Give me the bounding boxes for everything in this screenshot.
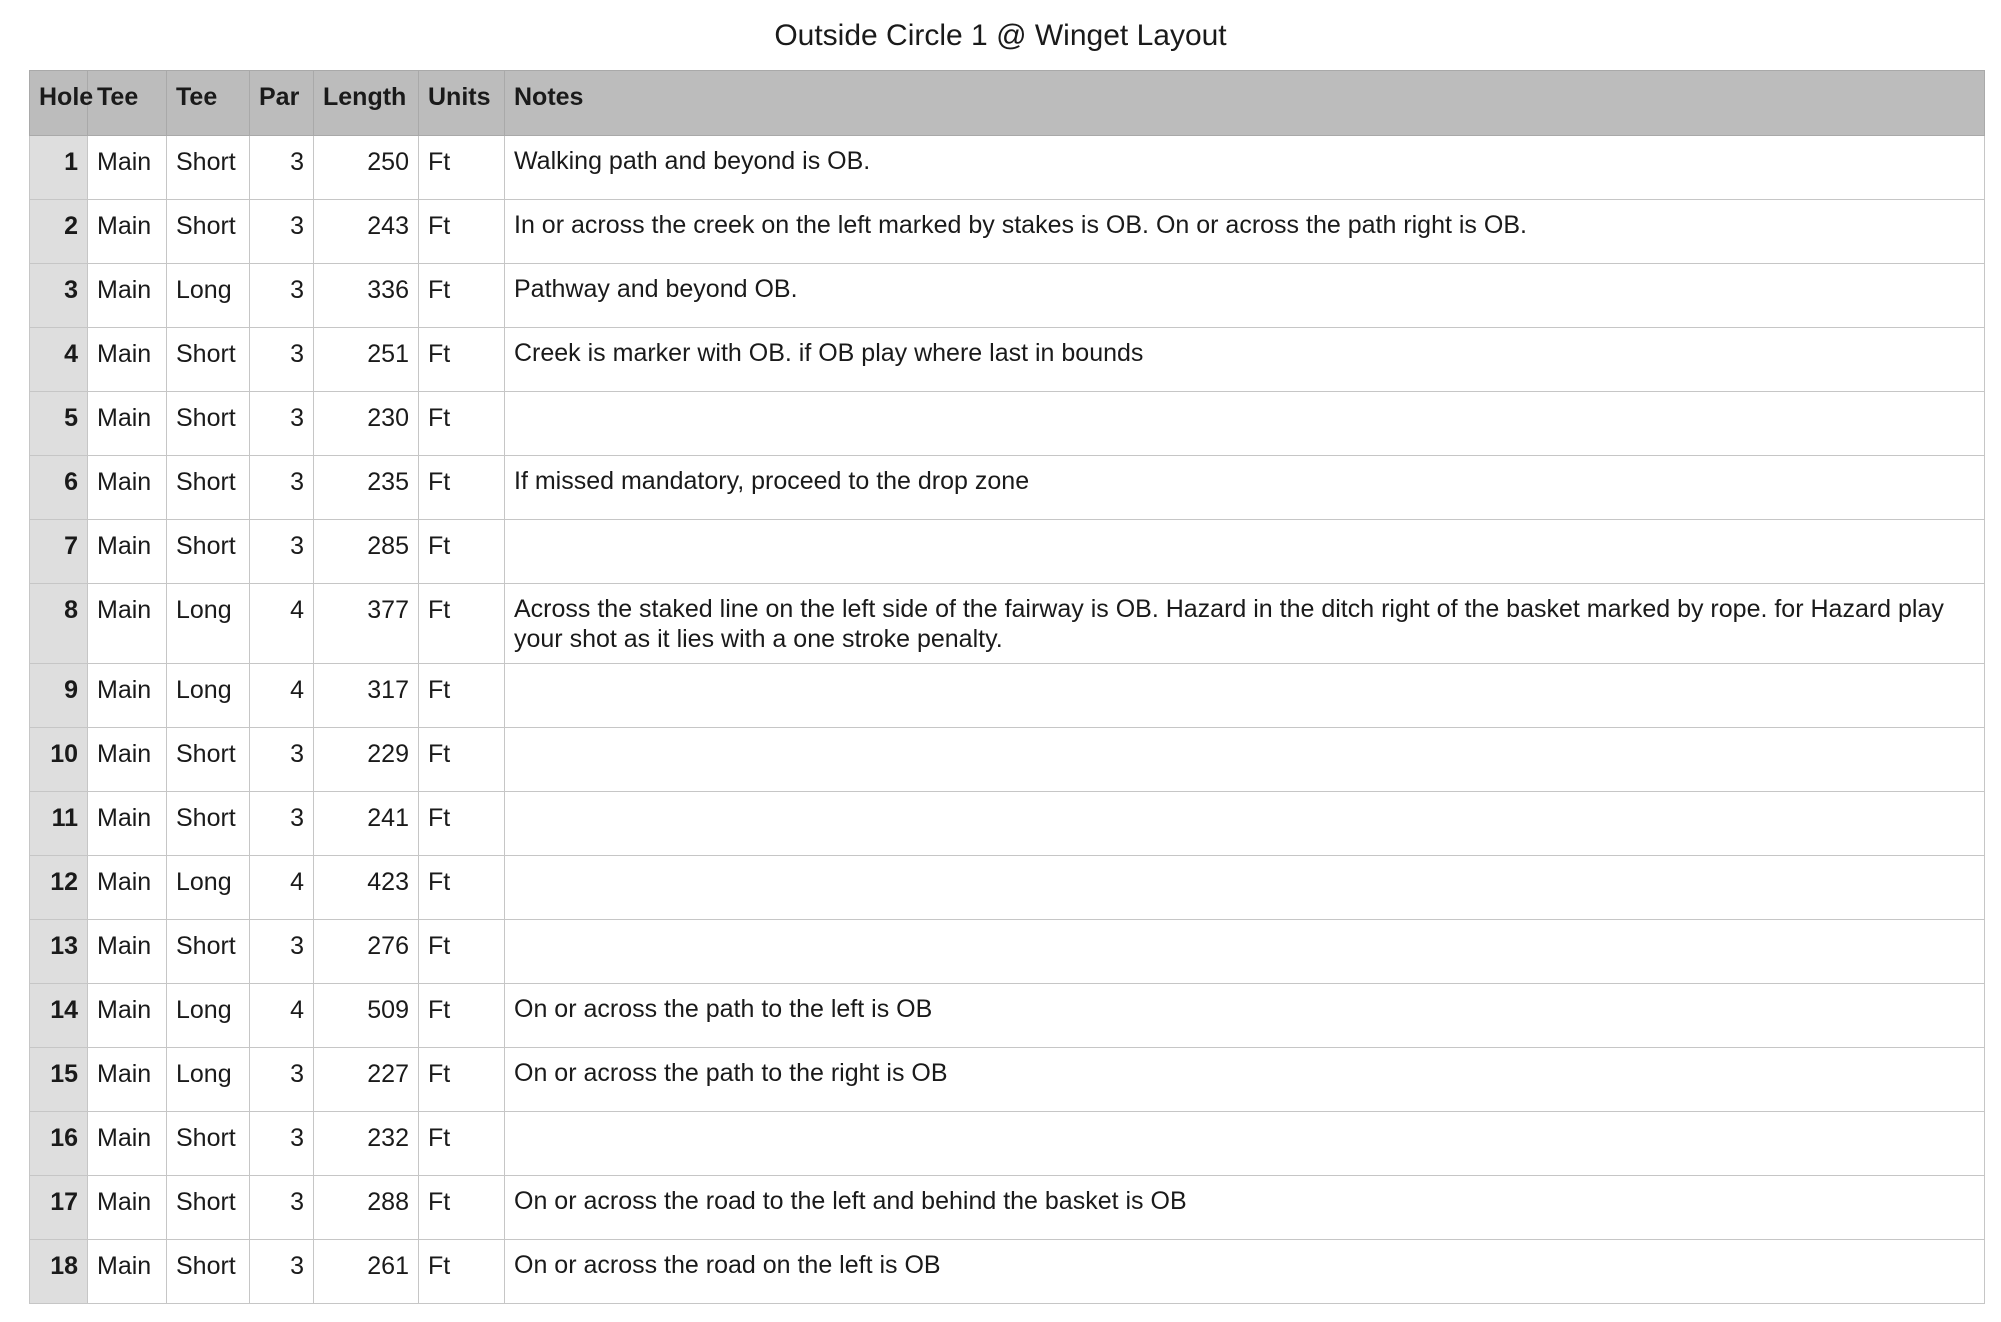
length-cell[interactable]: 261 bbox=[314, 1240, 419, 1304]
par-cell[interactable]: 3 bbox=[250, 456, 314, 520]
header-par[interactable]: Par bbox=[250, 71, 314, 136]
tee-main-cell[interactable]: Main bbox=[88, 520, 167, 584]
length-cell[interactable]: 251 bbox=[314, 328, 419, 392]
tee-main-cell[interactable]: Main bbox=[88, 328, 167, 392]
length-cell[interactable]: 288 bbox=[314, 1176, 419, 1240]
units-cell[interactable]: Ft bbox=[419, 664, 505, 728]
par-cell[interactable]: 3 bbox=[250, 1240, 314, 1304]
table-row bbox=[30, 984, 1985, 1048]
length-cell[interactable]: 243 bbox=[314, 200, 419, 264]
par-cell[interactable]: 3 bbox=[250, 1176, 314, 1240]
units-cell[interactable]: Ft bbox=[419, 328, 505, 392]
hole-cell[interactable]: 3 bbox=[30, 264, 88, 328]
table-row bbox=[30, 520, 1985, 584]
table-row bbox=[30, 1176, 1985, 1240]
notes-cell[interactable] bbox=[505, 728, 1985, 792]
table-row bbox=[30, 664, 1985, 728]
tee-length-cell[interactable]: Short bbox=[167, 328, 250, 392]
units-cell[interactable]: Ft bbox=[419, 920, 505, 984]
hole-cell[interactable]: 11 bbox=[30, 792, 88, 856]
tee-main-cell[interactable]: Main bbox=[88, 136, 167, 200]
hole-cell[interactable]: 4 bbox=[30, 328, 88, 392]
par-cell[interactable]: 3 bbox=[250, 520, 314, 584]
par-cell[interactable]: 3 bbox=[250, 200, 314, 264]
hole-cell[interactable]: 17 bbox=[30, 1176, 88, 1240]
notes-cell[interactable]: On or across the road to the left and behind the basket is OB bbox=[505, 1176, 1985, 1240]
units-cell[interactable]: Ft bbox=[419, 792, 505, 856]
units-cell[interactable]: Ft bbox=[419, 728, 505, 792]
units-cell[interactable]: Ft bbox=[419, 1176, 505, 1240]
table-row bbox=[30, 1240, 1985, 1304]
header-tee-2[interactable]: Tee bbox=[167, 71, 250, 136]
tee-length-cell[interactable]: Short bbox=[167, 920, 250, 984]
notes-cell[interactable]: If missed mandatory, proceed to the drop zone bbox=[505, 456, 1985, 520]
par-cell[interactable]: 4 bbox=[250, 664, 314, 728]
table-body bbox=[30, 136, 1985, 1304]
notes-cell[interactable]: Creek is marker with OB. if OB play where last in bounds bbox=[505, 328, 1985, 392]
table-row bbox=[30, 392, 1985, 456]
tee-main-cell[interactable]: Main bbox=[88, 664, 167, 728]
hole-cell[interactable]: 14 bbox=[30, 984, 88, 1048]
par-cell[interactable]: 3 bbox=[250, 264, 314, 328]
tee-length-cell[interactable]: Short bbox=[167, 200, 250, 264]
notes-cell[interactable]: On or across the path to the right is OB bbox=[505, 1048, 1985, 1112]
units-cell[interactable]: Ft bbox=[419, 392, 505, 456]
table-row bbox=[30, 456, 1985, 520]
course-table bbox=[29, 70, 1985, 1304]
tee-length-cell[interactable]: Short bbox=[167, 392, 250, 456]
tee-main-cell[interactable]: Main bbox=[88, 392, 167, 456]
hole-cell[interactable]: 8 bbox=[30, 584, 88, 664]
units-cell[interactable]: Ft bbox=[419, 136, 505, 200]
length-cell[interactable]: 250 bbox=[314, 136, 419, 200]
length-cell[interactable]: 241 bbox=[314, 792, 419, 856]
par-cell[interactable]: 4 bbox=[250, 584, 314, 664]
tee-length-cell[interactable]: Short bbox=[167, 1240, 250, 1304]
header-length[interactable]: Length bbox=[314, 71, 419, 136]
tee-length-cell[interactable]: Short bbox=[167, 456, 250, 520]
tee-length-cell[interactable]: Long bbox=[167, 1048, 250, 1112]
tee-main-cell[interactable]: Main bbox=[88, 1176, 167, 1240]
units-cell[interactable]: Ft bbox=[419, 1112, 505, 1176]
units-cell[interactable]: Ft bbox=[419, 856, 505, 920]
hole-cell[interactable]: 1 bbox=[30, 136, 88, 200]
tee-length-cell[interactable]: Long bbox=[167, 664, 250, 728]
notes-cell[interactable]: In or across the creek on the left marked by stakes is OB. On or across the path right is OB. bbox=[505, 200, 1985, 264]
notes-cell[interactable] bbox=[505, 920, 1985, 984]
notes-cell[interactable]: On or across the path to the left is OB bbox=[505, 984, 1985, 1048]
hole-cell[interactable]: 13 bbox=[30, 920, 88, 984]
table-row bbox=[30, 136, 1985, 200]
tee-main-cell[interactable]: Main bbox=[88, 1112, 167, 1176]
length-cell[interactable]: 423 bbox=[314, 856, 419, 920]
units-cell[interactable]: Ft bbox=[419, 456, 505, 520]
hole-cell[interactable]: 18 bbox=[30, 1240, 88, 1304]
units-cell[interactable]: Ft bbox=[419, 1048, 505, 1112]
notes-cell[interactable] bbox=[505, 856, 1985, 920]
hole-cell[interactable]: 12 bbox=[30, 856, 88, 920]
length-cell[interactable]: 230 bbox=[314, 392, 419, 456]
length-cell[interactable]: 235 bbox=[314, 456, 419, 520]
par-cell[interactable]: 3 bbox=[250, 328, 314, 392]
notes-cell[interactable] bbox=[505, 792, 1985, 856]
units-cell[interactable]: Ft bbox=[419, 584, 505, 664]
tee-length-cell[interactable]: Long bbox=[167, 584, 250, 664]
tee-main-cell[interactable]: Main bbox=[88, 856, 167, 920]
hole-cell[interactable]: 9 bbox=[30, 664, 88, 728]
par-cell[interactable]: 3 bbox=[250, 1048, 314, 1112]
length-cell[interactable]: 276 bbox=[314, 920, 419, 984]
length-cell[interactable]: 336 bbox=[314, 264, 419, 328]
table-row bbox=[30, 264, 1985, 328]
length-cell[interactable]: 227 bbox=[314, 1048, 419, 1112]
tee-main-cell[interactable]: Main bbox=[88, 920, 167, 984]
par-cell[interactable]: 4 bbox=[250, 856, 314, 920]
length-cell[interactable]: 317 bbox=[314, 664, 419, 728]
notes-cell[interactable]: Walking path and beyond is OB. bbox=[505, 136, 1985, 200]
units-cell[interactable]: Ft bbox=[419, 200, 505, 264]
notes-cell[interactable]: On or across the road on the left is OB bbox=[505, 1240, 1985, 1304]
par-cell[interactable]: 3 bbox=[250, 392, 314, 456]
tee-length-cell[interactable]: Short bbox=[167, 1112, 250, 1176]
tee-main-cell[interactable]: Main bbox=[88, 984, 167, 1048]
header-hole[interactable]: Hole bbox=[30, 71, 88, 136]
notes-cell[interactable]: Pathway and beyond OB. bbox=[505, 264, 1985, 328]
tee-length-cell[interactable]: Short bbox=[167, 520, 250, 584]
tee-length-cell[interactable]: Short bbox=[167, 136, 250, 200]
course-table-container bbox=[29, 70, 1985, 1304]
table-row bbox=[30, 792, 1985, 856]
header-units[interactable]: Units bbox=[419, 71, 505, 136]
hole-cell[interactable]: 2 bbox=[30, 200, 88, 264]
tee-length-cell[interactable]: Long bbox=[167, 856, 250, 920]
tee-main-cell[interactable]: Main bbox=[88, 1240, 167, 1304]
units-cell[interactable]: Ft bbox=[419, 264, 505, 328]
par-cell[interactable]: 3 bbox=[250, 728, 314, 792]
par-cell[interactable]: 3 bbox=[250, 1112, 314, 1176]
par-cell[interactable]: 3 bbox=[250, 920, 314, 984]
hole-cell[interactable]: 16 bbox=[30, 1112, 88, 1176]
par-cell[interactable]: 3 bbox=[250, 792, 314, 856]
tee-length-cell[interactable]: Short bbox=[167, 1176, 250, 1240]
header-notes[interactable]: Notes bbox=[505, 71, 1985, 136]
tee-length-cell[interactable]: Long bbox=[167, 264, 250, 328]
sheet-title: Outside Circle 1 @ Winget Layout bbox=[774, 19, 1227, 52]
length-cell[interactable]: 229 bbox=[314, 728, 419, 792]
notes-cell[interactable] bbox=[505, 520, 1985, 584]
tee-main-cell[interactable]: Main bbox=[88, 200, 167, 264]
tee-length-cell[interactable]: Short bbox=[167, 792, 250, 856]
length-cell[interactable]: 509 bbox=[314, 984, 419, 1048]
header-tee-1[interactable]: Tee bbox=[88, 71, 167, 136]
length-cell[interactable]: 285 bbox=[314, 520, 419, 584]
header-row bbox=[30, 71, 1985, 136]
table-row bbox=[30, 920, 1985, 984]
length-cell[interactable]: 232 bbox=[314, 1112, 419, 1176]
tee-main-cell[interactable]: Main bbox=[88, 456, 167, 520]
units-cell[interactable]: Ft bbox=[419, 520, 505, 584]
hole-cell[interactable]: 7 bbox=[30, 520, 88, 584]
hole-cell[interactable]: 10 bbox=[30, 728, 88, 792]
tee-main-cell[interactable]: Main bbox=[88, 264, 167, 328]
tee-main-cell[interactable]: Main bbox=[88, 792, 167, 856]
hole-cell[interactable]: 15 bbox=[30, 1048, 88, 1112]
tee-length-cell[interactable]: Short bbox=[167, 728, 250, 792]
table-row bbox=[30, 1112, 1985, 1176]
notes-cell[interactable] bbox=[505, 1112, 1985, 1176]
tee-main-cell[interactable]: Main bbox=[88, 728, 167, 792]
tee-main-cell[interactable]: Main bbox=[88, 1048, 167, 1112]
hole-cell[interactable]: 5 bbox=[30, 392, 88, 456]
par-cell[interactable]: 4 bbox=[250, 984, 314, 1048]
tee-main-cell[interactable]: Main bbox=[88, 584, 167, 664]
par-cell[interactable]: 3 bbox=[250, 136, 314, 200]
notes-cell[interactable] bbox=[505, 392, 1985, 456]
length-cell[interactable]: 377 bbox=[314, 584, 419, 664]
table-row bbox=[30, 856, 1985, 920]
notes-cell[interactable]: Across the staked line on the left side of the fairway is OB. Hazard in the ditch right of the basket marked by rope. for Hazard play your shot as it lies with a one stroke penalty. bbox=[505, 584, 1985, 664]
table-row bbox=[30, 1048, 1985, 1112]
tee-length-cell[interactable]: Long bbox=[167, 984, 250, 1048]
hole-cell[interactable]: 6 bbox=[30, 456, 88, 520]
table-row bbox=[30, 728, 1985, 792]
notes-cell[interactable] bbox=[505, 664, 1985, 728]
table-row bbox=[30, 200, 1985, 264]
units-cell[interactable]: Ft bbox=[419, 1240, 505, 1304]
table-row bbox=[30, 328, 1985, 392]
units-cell[interactable]: Ft bbox=[419, 984, 505, 1048]
table-header bbox=[30, 71, 1985, 136]
table-row bbox=[30, 584, 1985, 664]
